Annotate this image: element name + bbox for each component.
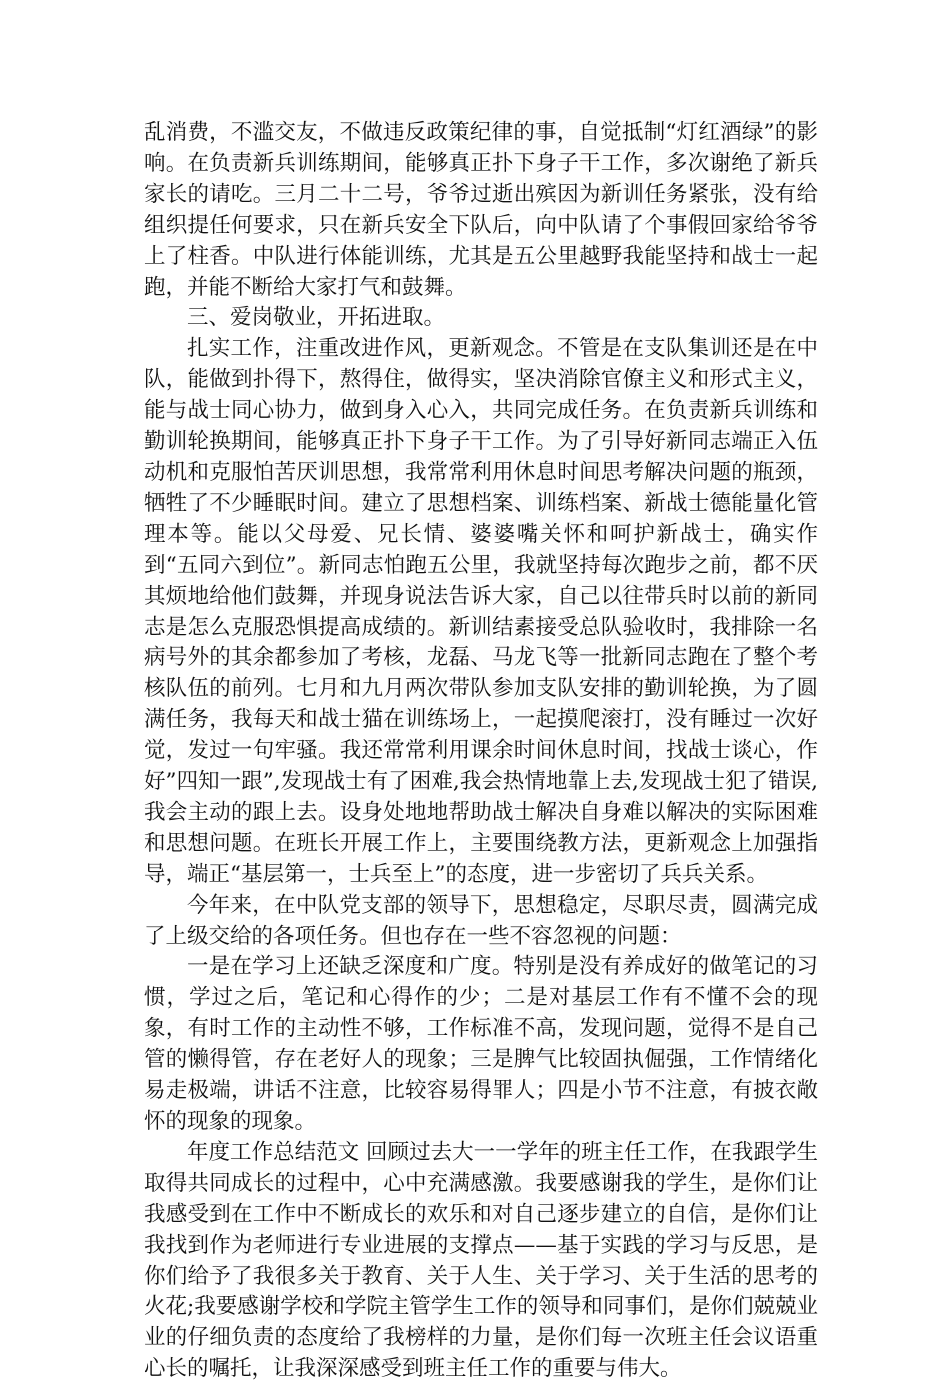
section-heading: 三、爱岗敬业，开拓进取。 [187, 305, 446, 331]
paragraph-continuation: 乱消费，不滥交友，不做违反政策纪律的事，自觉抵制“灯红酒绿”的影响。在负责新兵训练期间，能够真正扑下身子干工作，多次谢绝了新兵家长的请吃。三月二十二号，爷爷过逝出殡因为新训任务紧张，没有给组织提任何要求，只在新兵安全下队后，向中队请了个事假回家给爷爷上了柱香。中队进行体能训练，尤其是五公里越野我能坚持和战士一起跑，并能不断给大家打气和鼓舞。 [144, 120, 818, 300]
paragraph: 扎实工作，注重改进作风，更新观念。不管是在支队集训还是在中队，能做到扑得下，熬得住，做得实，坚决消除官僚主义和形式主义，能与战士同心协力，做到身入心入，共同完成任务。在负责新兵训练和勤训轮换期间，能够真正扑下身子干工作。为了引导好新同志端正入伍动机和克服怕苦厌训思想，我常常利用休息时间思考解决问题的瓶颈，牺牲了不少睡眠时间。建立了思想档案、训练档案、新战士德能量化管理本等。能以父母爱、兄长情、婆婆嘴关怀和呵护新战士，确实作到“五同六到位”。新同志怕跑五公里，我就坚持每次跑步之前，都不厌其烦地给他们鼓舞，并现身说法告诉大家，自己以往带兵时以前的新同志是怎么克服恐惧提高成绩的。新训结素接受总队验收时，我排除一名病号外的其余都参加了考核，龙磊、马龙飞等一批新同志跑在了整个考核队伍的前列。七月和九月两次带队参加支队安排的勤训轮换，为了圆满任务，我每天和战士猫在训练场上，一起摸爬滚打，没有睡过一次好觉，发过一句牢骚。我还常常利用课余时间休息时间，找战士谈心，作好”四知一跟”,发现战士有了困难,我会热情地靠上去,发现战士犯了错误,我会主动的跟上去。设身处地地帮助战士解决自身难以解决的实际困难和思想问题。在班长开展工作上，主要围绕教方法，更新观念上加强指导，端正“基层第一，士兵至上”的态度，进一步密切了兵兵关系。 [144, 336, 818, 887]
paragraph: 一是在学习上还缺乏深度和广度。特别是没有养成好的做笔记的习惯，学过之后，笔记和心得作的少；二是对基层工作有不懂不会的现象，有时工作的主动性不够，工作标准不高，发现问题，觉得不是自己管的懒得管，存在老好人的现象；三是脾气比较固执倔强，工作情绪化易走极端，讲话不注意，比较容易得罪人；四是小节不注意，有披衣敞怀的现象的现象。 [144, 954, 818, 1134]
paragraph: 年度工作总结范文 回顾过去大一一学年的班主任工作，在我跟学生取得共同成长的过程中，心中充满感激。我要感谢我的学生，是你们让我感受到在工作中不断成长的欢乐和对自己逐步建立的自信，是你们让我找到作为老师进行专业进展的支撑点——基于实践的学习与反思，是你们给予了我很多关于教育、关于人生、关于学习、关于生活的思考的火花;我要感谢学校和学院主管学生工作的领导和同事们，是你们兢兢业业的仔细负责的态度给了我榜样的力量，是你们每一次班主任会议语重心长的嘱托，让我深深感受到班主任工作的重要与伟大。 [144, 1139, 818, 1382]
document-body [144, 118, 818, 1385]
paragraph: 今年来，在中队党支部的领导下，思想稳定，尽职尽责，圆满完成了上级交给的各项任务。但也存在一些不容忽视的问题： [144, 892, 818, 949]
